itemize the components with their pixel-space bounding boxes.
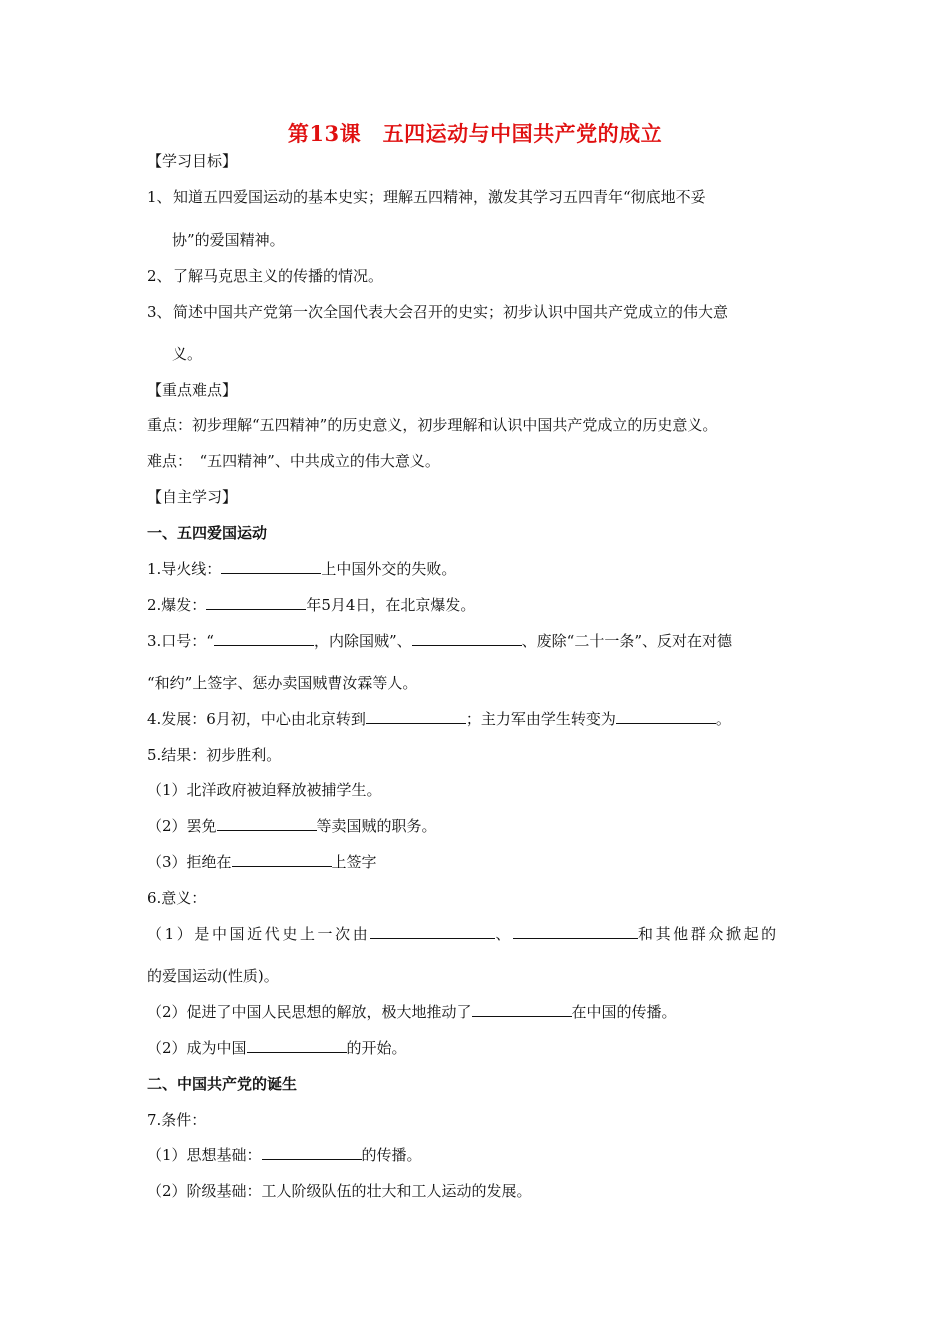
- q-text: （3）拒绝在: [147, 853, 232, 871]
- fill-blank[interactable]: [513, 924, 638, 939]
- section-2-heading: 二、中国共产党的诞生: [147, 1075, 298, 1093]
- q-text: （1）是中国近代史上一次由: [147, 925, 371, 943]
- fill-blank[interactable]: [217, 816, 317, 831]
- question-6-1: [147, 923, 779, 945]
- goal-item-3-cont: 义。: [172, 345, 203, 363]
- question-5-3: [147, 851, 377, 873]
- goal-num: 1、: [147, 188, 172, 206]
- fill-blank[interactable]: [214, 631, 314, 646]
- question-5-1: （1）北洋政府被迫释放被捕学生。: [147, 781, 382, 799]
- question-3: [147, 630, 732, 652]
- question-6-3: [147, 1037, 407, 1059]
- q-text: 1.导火线：: [147, 560, 222, 578]
- goal-item-2: [147, 265, 383, 287]
- q-text: 3.口号：“: [147, 632, 214, 650]
- q-text: （2）罢免: [147, 817, 217, 835]
- question-1: [147, 558, 456, 580]
- question-7: 7.条件：: [147, 1111, 207, 1129]
- question-5: 5.结果：初步胜利。: [147, 746, 282, 764]
- q-text: ；主力军由学生转变为: [465, 710, 616, 728]
- question-7-2: （2）阶级基础：工人阶级队伍的壮大和工人运动的发展。: [147, 1182, 532, 1200]
- q-text: 年5月4日，在北京爆发。: [306, 596, 476, 614]
- fill-blank[interactable]: [247, 1038, 347, 1053]
- q-text: 的传播。: [361, 1146, 422, 1164]
- q-text: （2）促进了中国人民思想的解放，极大地推动了: [147, 1003, 472, 1021]
- fill-blank[interactable]: [206, 595, 306, 610]
- q-text: （1）思想基础：: [147, 1146, 262, 1164]
- q-text: 。: [715, 710, 731, 728]
- fill-blank[interactable]: [616, 709, 716, 724]
- q-text: 4.发展：6月初，中心由北京转到: [147, 710, 366, 728]
- question-7-1: [147, 1144, 422, 1166]
- q-text: 上签字: [331, 853, 377, 871]
- q-text: （2）成为中国: [147, 1039, 247, 1057]
- question-3-cont: “和约”上签字、惩办卖国贼曹汝霖等人。: [147, 674, 418, 692]
- question-6: 6.意义：: [147, 889, 207, 907]
- question-6-2: [147, 1001, 677, 1023]
- goals-heading: 【学习目标】: [147, 152, 238, 170]
- fill-blank[interactable]: [221, 559, 321, 574]
- goal-text: 简述中国共产党第一次全国代表大会召开的史实；初步认识中国共产党成立的伟大意: [173, 303, 729, 321]
- section-1-heading: 一、五四爱国运动: [147, 524, 268, 542]
- goal-item-1-cont: 协”的爱国精神。: [172, 231, 285, 249]
- goal-item-3: [147, 301, 728, 323]
- goal-text: 了解马克思主义的传播的情况。: [173, 267, 384, 285]
- difficult-point: 难点： “五四精神”、中共成立的伟大意义。: [147, 452, 440, 470]
- goal-text: 知道五四爱国运动的基本史实；理解五四精神，激发其学习五四青年“彻底地不妥: [173, 188, 706, 206]
- key-heading: 【重点难点】: [147, 381, 238, 399]
- page-title: 第13课 五四运动与中国共产党的成立: [287, 121, 663, 146]
- question-6-1-cont: 的爱国运动(性质)。: [147, 967, 279, 985]
- q-text: 上中国外交的失败。: [321, 560, 457, 578]
- self-study-heading: 【自主学习】: [147, 488, 238, 506]
- q-text: ，内除国贼”、: [313, 632, 412, 650]
- fill-blank[interactable]: [366, 709, 466, 724]
- goal-num: 3、: [147, 303, 172, 321]
- q-text: 在中国的传播。: [571, 1003, 677, 1021]
- goal-item-1: [147, 186, 706, 208]
- question-2: [147, 594, 475, 616]
- fill-blank[interactable]: [370, 924, 495, 939]
- fill-blank[interactable]: [472, 1002, 572, 1017]
- q-text: 、废除“二十一条”、反对在对德: [521, 632, 732, 650]
- goal-num: 2、: [147, 267, 172, 285]
- key-point: 重点：初步理解“五四精神”的历史意义，初步理解和认识中国共产党成立的历史意义。: [147, 416, 718, 434]
- q-text: 的开始。: [346, 1039, 407, 1057]
- q-text: 和其他群众掀起的: [637, 925, 779, 943]
- q-text: 2.爆发：: [147, 596, 207, 614]
- fill-blank[interactable]: [232, 852, 332, 867]
- question-5-2: [147, 815, 437, 837]
- q-text: 等卖国贼的职务。: [316, 817, 437, 835]
- q-text: 、: [495, 925, 513, 943]
- question-4: [147, 708, 731, 730]
- fill-blank[interactable]: [412, 631, 522, 646]
- fill-blank[interactable]: [262, 1145, 362, 1160]
